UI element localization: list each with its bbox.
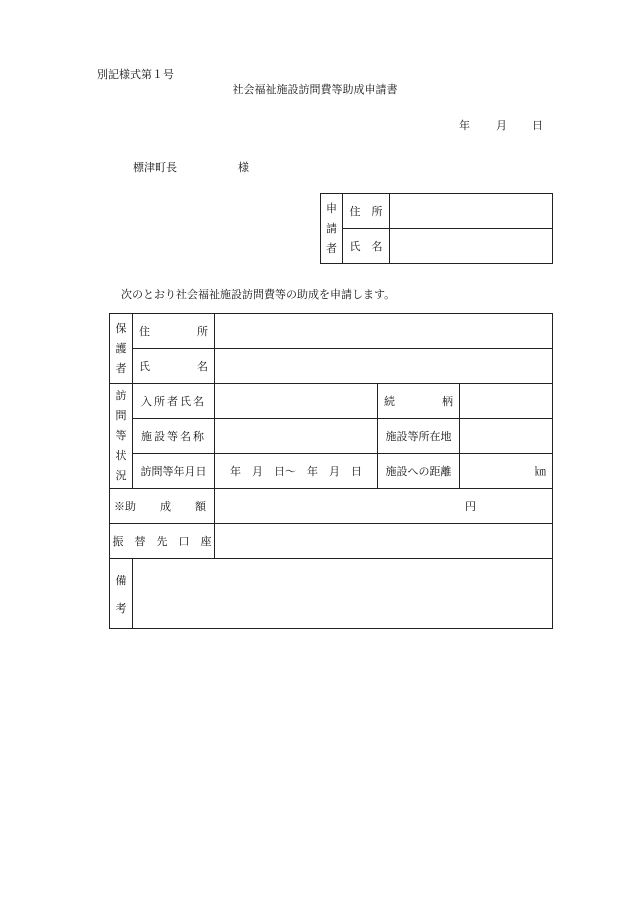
subsidy-amount-field[interactable]: 円 (215, 489, 553, 524)
addressee-suffix: 様 (238, 161, 249, 174)
date-year-label: 年 (459, 119, 470, 132)
visit-date-field[interactable]: 年 月 日～ 年 月 日 (215, 454, 378, 489)
main-form-table (109, 313, 553, 629)
facility-location-field[interactable] (460, 419, 553, 454)
applicant-address-label: 住 所 (343, 194, 390, 229)
form-number: 別記様式第１号 (97, 68, 174, 81)
distance-field[interactable]: ㎞ (460, 454, 553, 489)
facility-name-label: 施設等名称 (133, 419, 215, 454)
date-day-label: 日 (532, 119, 543, 132)
bank-account-field[interactable] (215, 524, 553, 559)
visit-group-label: 訪 問 等 状 況 (110, 384, 133, 489)
resident-name-label: 入所者氏名 (133, 384, 215, 419)
applicant-name-field[interactable] (390, 229, 553, 264)
facility-location-label: 施設等所在地 (378, 419, 460, 454)
remarks-field[interactable] (133, 559, 553, 629)
document-title: 社会福祉施設訪問費等助成申請書 (232, 83, 398, 96)
intro-text: 次のとおり社会福祉施設訪問費等の助成を申請します。 (121, 288, 396, 301)
guardian-group-label: 保 護 者 (110, 314, 133, 384)
guardian-name-field[interactable] (215, 349, 553, 384)
visit-date-label: 訪問等年月日 (133, 454, 215, 489)
addressee: 標津町長 (133, 161, 177, 174)
facility-name-field[interactable] (215, 419, 378, 454)
guardian-address-label: 住 所 (133, 314, 215, 349)
guardian-name-label: 氏 名 (133, 349, 215, 384)
relation-field[interactable] (460, 384, 553, 419)
resident-name-field[interactable] (215, 384, 378, 419)
applicant-group-label: 申 請 者 (321, 194, 343, 264)
date-month-label: 月 (496, 119, 507, 132)
bank-account-label: 振 替 先 口 座 (110, 524, 215, 559)
distance-label: 施設への距離 (378, 454, 460, 489)
guardian-address-field[interactable] (215, 314, 553, 349)
applicant-address-field[interactable] (390, 194, 553, 229)
subsidy-label: ※助 成 額 (110, 489, 215, 524)
applicant-table (320, 193, 553, 264)
remarks-label: 備 考 (110, 559, 133, 629)
applicant-name-label: 氏 名 (343, 229, 390, 264)
relation-label: 続 柄 (378, 384, 460, 419)
